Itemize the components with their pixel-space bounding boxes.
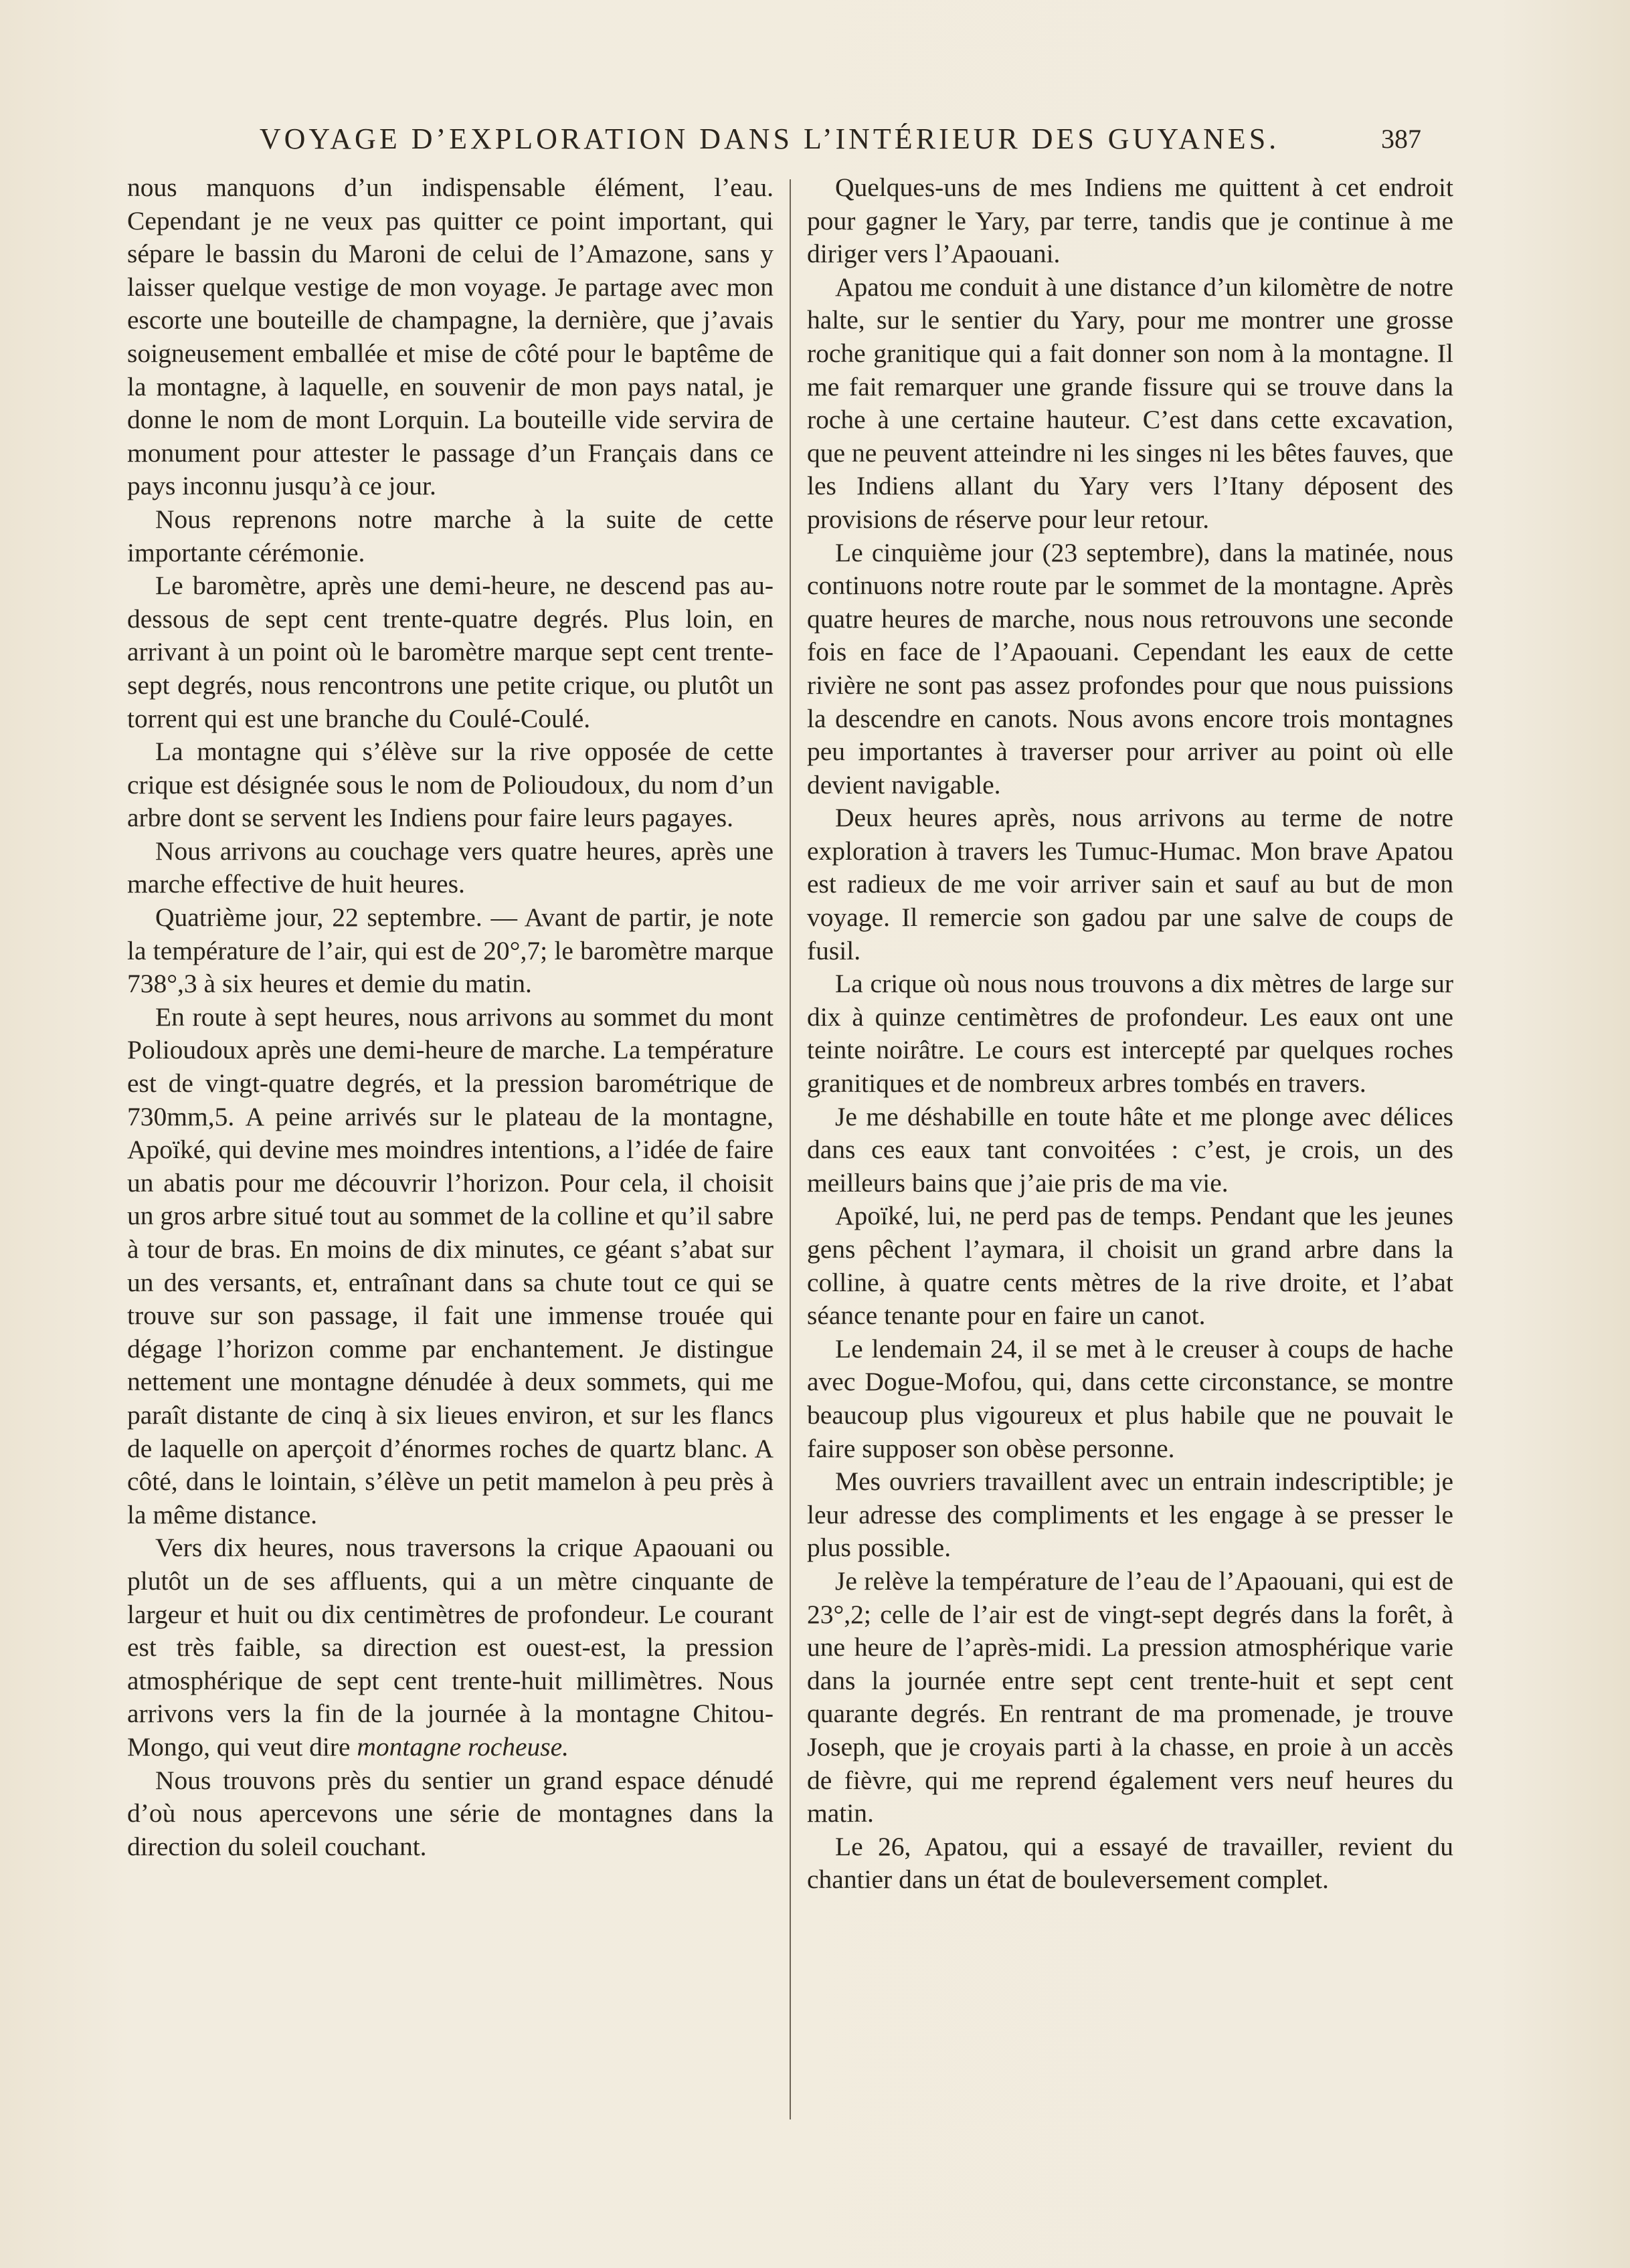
paragraph: Nous arrivons au couchage vers quatre heures, après une marche effective de huit heures. (127, 836, 774, 899)
paragraph: Quelques-uns de mes Indiens me quittent à cet endroit pour gagner le Yary, par terre, tandis que je continue à me diriger vers l’Apaouani. (807, 173, 1453, 269)
running-title: VOYAGE D’EXPLORATION DANS L’INTÉRIEUR DES GUYANES. (259, 122, 1280, 155)
column-divider (790, 179, 791, 2119)
italic-phrase: montagne rocheuse. (357, 1731, 569, 1762)
paragraph: Apatou me conduit à une distance d’un kilomètre de notre halte, sur le sentier du Yary, pour me montrer une grosse roche granitique qui a fait donner son nom à la montagne. Il me fait remarquer une grande fissure qui se trouve dans la roche à une certaine hauteur. C’est dans cette excavation, que ne peuvent atteindre ni les singes ni les bêtes fauves, que les Indiens allant du Yary vers l’Itany déposent des provisions de réserve pour leur retour. (807, 272, 1453, 534)
left-column (127, 171, 774, 1863)
paragraph: Apoïké, lui, ne perd pas de temps. Pendant que les jeunes gens pêchent l’aymara, il choisit un grand arbre dans la colline, à quatre cents mètres de la rive droite, et l’abat séance tenante pour en faire un canot. (807, 1201, 1453, 1331)
paragraph: Je me déshabille en toute hâte et me plonge avec délices dans ces eaux tant convoitées : c’est, je crois, un des meilleurs bains que j’aie pris de ma vie. (807, 1101, 1453, 1198)
paragraph: Le cinquième jour (23 septembre), dans la matinée, nous continuons notre route par le sommet de la montagne. Après quatre heures de marche, nous nous retrouvons une seconde fois en face de l’Apaouani. Cependant les eaux de cette rivière ne sont pas assez profondes pour que nous puissions la descendre en canots. Nous avons encore trois montagnes peu importantes à traverser pour arriver au point où elle devient navigable. (807, 537, 1453, 799)
page-number: 387 (1381, 124, 1421, 154)
paragraph: Le baromètre, après une demi-heure, ne descend pas au-dessous de sept cent trente-quatre degrés. Plus loin, en arrivant à un point où le baromètre marque sept cent trente-sept degrés, nous rencontrons une petite crique, ou plutôt un torrent qui est une branche du Coulé-Coulé. (127, 571, 774, 733)
right-column (807, 171, 1453, 1897)
paragraph: Nous reprenons notre marche à la suite de cette importante cérémonie. (127, 504, 774, 567)
paragraph: Le lendemain 24, il se met à le creuser à coups de hache avec Dogue-Mofou, qui, dans cette circonstance, se montre beaucoup plus vigoureux et plus habile que ne pouvait le faire supposer son obèse personne. (807, 1333, 1453, 1463)
paragraph: La crique où nous nous trouvons a dix mètres de large sur dix à quinze centimètres de profondeur. Les eaux ont une teinte noirâtre. Le cours est intercepté par quelques roches granitiques et de nombreux arbres tombés en travers. (807, 969, 1453, 1099)
paragraph-text: Vers dix heures, nous traversons la crique Apaouani ou plutôt un de ses affluents, qui a un mètre cinquante de largeur et huit ou dix centimètres de profondeur. Le courant est très faible, sa direction est ouest-est, la pression atmosphérique de sept cent trente-huit millimètres. Nous arrivons vers la fin de la journée à la montagne Chitou-Mongo, qui veut dire (127, 1533, 774, 1762)
paragraph: La montagne qui s’élève sur la rive opposée de cette crique est désignée sous le nom de Polioudoux, du nom d’un arbre dont se servent les Indiens pour faire leurs pagayes. (127, 737, 774, 833)
paragraph: Je relève la température de l’eau de l’Apaouani, qui est de 23°,2; celle de l’air est de vingt-sept degrés dans la forêt, à une heure de l’après-midi. La pression atmosphérique varie dans la journée entre sept cent trente-huit et sept cent quarante degrés. En rentrant de ma promenade, je trouve Joseph, que je croyais parti à la chasse, en proie à un accès de fièvre, qui me reprend également vers neuf heures du matin. (807, 1566, 1453, 1828)
paragraph: En route à sept heures, nous arrivons au sommet du mont Polioudoux après une demi-heure de marche. La température est de vingt-quatre degrés, et la pression barométrique de 730mm,5. A peine arrivés sur le plateau de la montagne, Apoïké, qui devine mes moindres intentions, a l’idée de faire un abatis pour me découvrir l’horizon. Pour cela, il choisit un gros arbre situé tout au sommet de la colline et qu’il sabre à tour de bras. En moins de dix minutes, ce géant s’abat sur un des versants, et, entraînant dans sa chute tout ce qui se trouve sur son passage, il fait une immense trouée qui dégage l’horizon comme par enchantement. Je distingue nettement une montagne dénudée à deux sommets, qui me paraît distante de cinq à six lieues environ, et sur les flancs de laquelle on aperçoit d’énormes roches de quartz blanc. A côté, dans le lointain, s’élève un petit mamelon à peu près à la même distance. (127, 1002, 774, 1529)
paragraph (127, 1531, 774, 1764)
paragraph: Nous trouvons près du sentier un grand espace dénudé d’où nous apercevons une série de montagnes dans la direction du soleil couchant. (127, 1765, 774, 1861)
paragraph: Mes ouvriers travaillent avec un entrain indescriptible; je leur adresse des compliments et les engage à se presser le plus possible. (807, 1467, 1453, 1563)
paragraph: Quatrième jour, 22 septembre. — Avant de partir, je note la température de l’air, qui est de 20°,7; le baromètre marque 738°,3 à six heures et demie du matin. (127, 903, 774, 999)
paragraph: Le 26, Apatou, qui a essayé de travailler, revient du chantier dans un état de bouleversement complet. (807, 1831, 1453, 1895)
paragraph: nous manquons d’un indispensable élément, l’eau. Cependant je ne veux pas quitter ce point important, qui sépare le bassin du Maroni de celui de l’Amazone, sans y laisser quelque vestige de mon voyage. Je partage avec mon escorte une bouteille de champagne, la dernière, que j’avais soigneusement emballée et mise de côté pour le baptême de la montagne, à laquelle, en souvenir de mon pays natal, je donne le nom de mont Lorquin. La bouteille vide servira de monument pour attester le passage d’un Français dans ce pays inconnu jusqu’à ce jour. (127, 173, 774, 501)
paragraph: Deux heures après, nous arrivons au terme de notre exploration à travers les Tumuc-Humac. Mon brave Apatou est radieux de me voir arriver sain et sauf au but de mon voyage. Il remercie son gadou par une salve de coups de fusil. (807, 803, 1453, 965)
running-head (0, 122, 1630, 162)
